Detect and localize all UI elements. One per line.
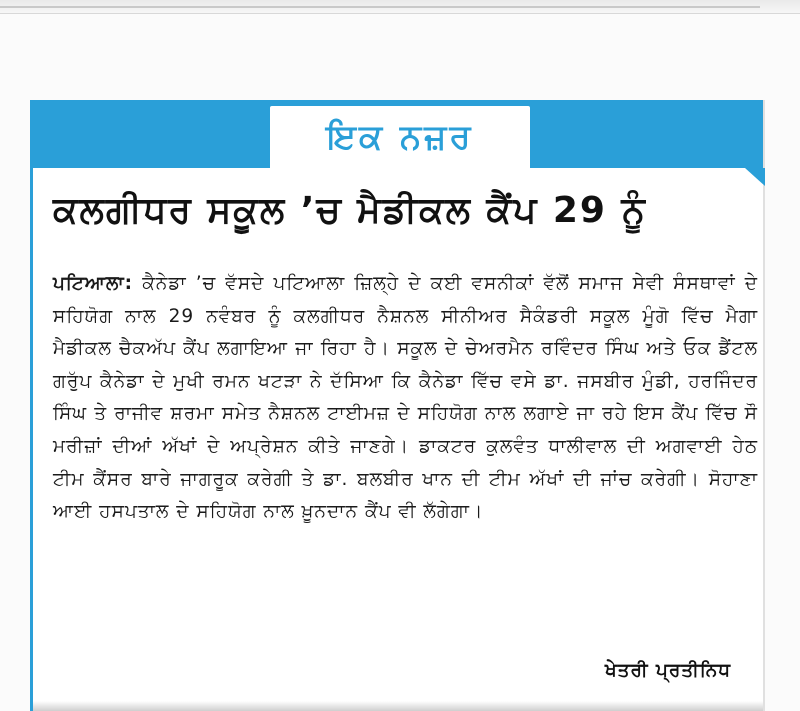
page-top-edge [0,0,800,14]
article-body [53,268,758,529]
article-dateline: ਪਟਿਆਲਾ: [53,273,134,294]
article-body-text: ਕੈਨੇਡਾ ’ਚ ਵੱਸਦੇ ਪਟਿਆਲਾ ਜ਼ਿਲ੍ਹੇ ਦੇ ਕਈ ਵਸਨੀਕਾਂ ਵੱਲੋਂ ਸਮਾਜ ਸੇਵੀ ਸੰਸਥਾਵਾਂ ਦੇ ਸਹਿਯੋਗ ਨਾਲ 29 ਨਵੰਬਰ ਨੂੰ ਕਲਗੀਧਰ ਨੈਸ਼ਨਲ ਸੀਨੀਅਰ ਸੈਕੰਡਰੀ ਸਕੂਲ ਮੂੰਗੋ ਵਿੱਚ ਮੈਗਾ ਮੈਡੀਕਲ ਚੈਕਅੱਪ ਕੈਂਪ ਲਗਾਇਆ ਜਾ ਰਿਹਾ ਹੈ। ਸਕੂਲ ਦੇ ਚੇਅਰਮੈਨ ਰਵਿੰਦਰ ਸਿੰਘ ਅਤੇ ਓਕ ਡੈਂਟਲ ਗਰੁੱਪ ਕੈਨੇਡਾ ਦੇ ਮੁਖੀ ਰਮਨ ਖਟੜਾ ਨੇ ਦੱਸਿਆ ਕਿ ਕੈਨੇਡਾ ਵਿੱਚ ਵਸੇ ਡਾ. ਜਸਬੀਰ ਮੁੰਡੀ, ਹਰਜਿੰਦਰ ਸਿੰਘ ਤੇ ਰਾਜੀਵ ਸ਼ਰਮਾ ਸਮੇਤ ਨੈਸ਼ਨਲ ਟਾਈਮਜ਼ ਦੇ ਸਹਿਯੋਗ ਨਾਲ ਲਗਾਏ ਜਾ ਰਹੇ ਇਸ ਕੈਂਪ ਵਿੱਚ ਸੌ ਮਰੀਜ਼ਾਂ ਦੀਆਂ ਅੱਖਾਂ ਦੇ ਅਪ੍ਰੇਸ਼ਨ ਕੀਤੇ ਜਾਣਗੇ। ਡਾਕਟਰ ਕੁਲਵੰਤ ਧਾਲੀਵਾਲ ਦੀ ਅਗਵਾਈ ਹੇਠ ਟੀਮ ਕੈਂਸਰ ਬਾਰੇ ਜਾਗਰੂਕ ਕਰੇਗੀ ਤੇ ਡਾ. ਬਲਬੀਰ ਖਾਨ ਦੀ ਟੀਮ ਅੱਖਾਂ ਦੀ ਜਾਂਚ ਕਰੇਗੀ। ਸੋਹਾਣਾ ਆਈ ਹਸਪਤਾਲ ਦੇ ਸਹਿਯੋਗ ਨਾਲ ਖ਼ੂਨਦਾਨ ਕੈਂਪ ਵੀ ਲੱਗੇਗਾ। [53,273,758,523]
top-divider [0,6,760,8]
article-byline: ਖੇਤਰੀ ਪ੍ਰਤੀਨਿਧ [604,660,731,681]
section-header-band [33,100,763,168]
news-clipping [30,100,765,711]
article-headline: ਕਲਗੀਧਰ ਸਕੂਲ ’ਚ ਮੈਡੀਕਲ ਕੈਂਪ 29 ਨੂੰ [53,190,647,231]
section-label: ਇਕ ਨਜ਼ਰ [326,117,474,157]
section-header-tab [270,106,530,168]
page-bottom-edge [33,701,763,711]
header-corner-notch [745,168,765,186]
